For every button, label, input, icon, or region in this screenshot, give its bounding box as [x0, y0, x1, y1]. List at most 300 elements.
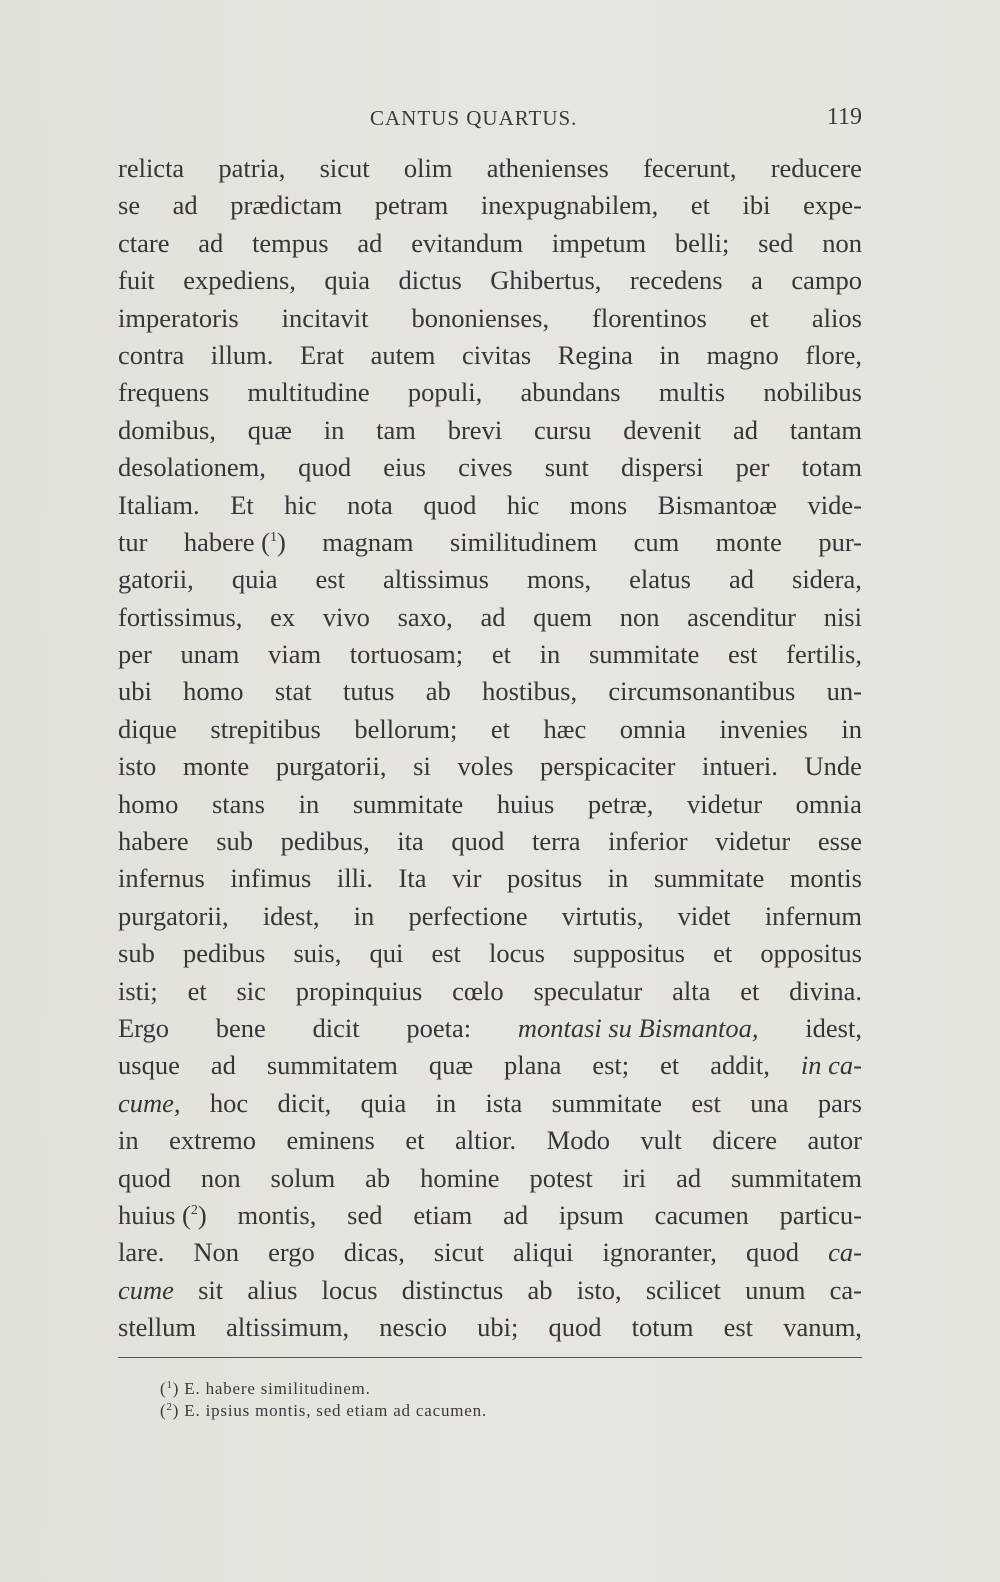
text-line — [118, 262, 862, 299]
word: monte — [715, 526, 782, 557]
running-title: CANTUS QUARTUS. — [370, 106, 578, 130]
word: idest, — [805, 1012, 862, 1043]
word: stat — [274, 676, 312, 707]
word: addit, — [710, 1050, 770, 1081]
word: quod — [298, 452, 352, 483]
text-line — [118, 711, 862, 748]
word: cacumen — [654, 1199, 749, 1230]
word: sub — [118, 938, 155, 969]
word: circumsonantibus — [608, 676, 796, 707]
word: campo — [791, 265, 862, 296]
word: mons, — [527, 564, 592, 595]
word: athenienses — [486, 153, 609, 183]
word: oppositus — [760, 938, 862, 969]
word: videtur — [715, 826, 791, 857]
word: Ergo — [118, 1012, 170, 1043]
word: tam — [376, 414, 416, 445]
word: montasi su Bismantoa, — [517, 1012, 759, 1043]
word: fortissimus, — [118, 601, 243, 632]
word: autem — [370, 339, 436, 370]
footnote — [160, 1400, 860, 1422]
text-line — [118, 449, 862, 486]
word: florentinos — [592, 302, 707, 333]
word: est — [315, 564, 345, 595]
word: eius — [383, 452, 426, 483]
word: contra — [118, 339, 185, 370]
word: sidera, — [792, 564, 862, 595]
word: bellorum; — [354, 713, 458, 744]
word: et — [491, 639, 511, 670]
word: dispersi — [621, 452, 704, 483]
word: Modo — [546, 1125, 610, 1156]
word: non — [619, 601, 660, 632]
word: fertilis, — [786, 639, 862, 670]
footnote-ref: 2 — [190, 1202, 198, 1218]
word: in — [539, 639, 561, 670]
word: divina. — [789, 975, 862, 1006]
word: multis — [658, 377, 726, 408]
word: expe- — [803, 190, 862, 221]
word: Ita — [398, 863, 427, 894]
word: ignoranter, — [602, 1237, 717, 1268]
word: sicut — [433, 1237, 484, 1268]
text-line — [118, 898, 862, 935]
word: fecerunt, — [643, 153, 737, 183]
word: quia — [324, 265, 370, 296]
word: per — [118, 639, 152, 670]
word: sunt — [544, 452, 589, 483]
word: infernum — [764, 900, 862, 931]
word: vult — [640, 1125, 682, 1156]
word: isto — [118, 751, 157, 782]
word: una — [750, 1087, 789, 1118]
word: summitatem — [266, 1050, 398, 1081]
word: isto, — [576, 1274, 622, 1305]
word: nota — [347, 489, 393, 520]
word: particu- — [779, 1199, 862, 1230]
word: inferior — [608, 826, 688, 857]
word: in — [841, 713, 862, 744]
word: locus — [489, 938, 545, 969]
word: devenit — [623, 414, 702, 445]
word: hic — [506, 489, 540, 520]
word: alios — [811, 302, 862, 333]
word: ipsum — [558, 1199, 624, 1230]
word: unum — [745, 1274, 806, 1305]
word: dique — [118, 713, 177, 744]
word: civitas — [462, 339, 532, 370]
word: quia — [231, 564, 278, 595]
word: plana — [503, 1050, 562, 1081]
word: dicit, — [277, 1087, 332, 1118]
word: cœlo — [452, 975, 504, 1006]
word: ad — [733, 414, 759, 445]
word: et — [490, 713, 511, 744]
word: stans — [211, 788, 265, 819]
word: quæ — [247, 414, 292, 445]
word: magno — [706, 339, 779, 370]
footnote-rule — [118, 1357, 862, 1358]
word: multitudine — [247, 377, 370, 408]
word: petræ, — [587, 788, 654, 819]
word: sit — [198, 1274, 224, 1305]
word: petram — [374, 190, 449, 221]
word: quæ — [428, 1050, 473, 1081]
word: sed — [758, 227, 794, 258]
word: virtutis, — [561, 900, 644, 931]
word: impetum — [551, 227, 647, 258]
word: elatus — [629, 564, 691, 595]
word: hostibus, — [482, 676, 578, 707]
text-line — [118, 1010, 862, 1047]
word: ab — [527, 1274, 553, 1305]
word: si — [413, 751, 431, 782]
word: solum — [270, 1162, 336, 1193]
word: cum — [633, 526, 680, 557]
word: ad — [728, 564, 754, 595]
word: tempus — [252, 227, 329, 258]
word: gatorii, — [118, 564, 194, 595]
word: stellum — [118, 1312, 197, 1343]
word: saxo, — [397, 601, 453, 632]
word: usque — [118, 1050, 180, 1081]
word: dicit — [312, 1012, 360, 1043]
word: ascenditur — [687, 601, 797, 632]
word: mons — [569, 489, 628, 520]
word: in — [353, 900, 375, 931]
text-line — [118, 524, 862, 561]
word: infimus — [230, 863, 312, 894]
word: per — [735, 452, 770, 483]
word: ita — [397, 826, 424, 857]
word: ab — [425, 676, 451, 707]
word: eminens — [286, 1125, 375, 1156]
word: propinquius — [295, 975, 423, 1006]
page-number: 119 — [826, 104, 862, 130]
word: summitate — [352, 788, 464, 819]
text-line — [118, 337, 862, 374]
word: vanum, — [783, 1312, 862, 1343]
word: summitate — [588, 639, 700, 670]
word: pedibus — [182, 938, 266, 969]
word: magnam — [322, 526, 414, 557]
word: in — [323, 414, 345, 445]
word: lare. — [118, 1237, 165, 1268]
footnote-text: E. habere similitudinem. — [184, 1379, 371, 1398]
word: sic — [236, 975, 266, 1006]
word: et — [690, 190, 710, 221]
word: Bismantoæ — [657, 489, 777, 520]
word: perfectione — [408, 900, 528, 931]
word: sed — [347, 1199, 383, 1230]
text-line — [118, 1272, 862, 1309]
word: a — [751, 265, 763, 296]
word: Ghibertus, — [490, 265, 602, 296]
text-line — [118, 860, 862, 897]
word: aliqui — [513, 1237, 574, 1268]
word: esse — [817, 826, 862, 857]
word: et — [405, 1125, 425, 1156]
word: hæc — [543, 713, 587, 744]
word: hoc — [209, 1087, 249, 1118]
word: bononienses, — [411, 302, 550, 333]
word: videtur — [687, 788, 763, 819]
word: domibus, — [118, 414, 216, 445]
word: ca- — [829, 1274, 862, 1305]
word: autor — [807, 1125, 862, 1156]
word: quod — [746, 1237, 799, 1268]
word: belli; — [674, 227, 730, 258]
word: ad — [676, 1162, 702, 1193]
word: voles — [457, 751, 514, 782]
word: sub — [216, 826, 254, 857]
word: ergo — [268, 1237, 315, 1268]
word: poeta: — [406, 1012, 472, 1043]
word: quod — [548, 1312, 602, 1343]
word: suis, — [293, 938, 342, 969]
word: est — [728, 639, 758, 670]
word: non — [200, 1162, 241, 1193]
word: reducere — [770, 153, 862, 183]
word: desolationem, — [118, 452, 266, 483]
word: suppositus — [573, 938, 685, 969]
word: est — [723, 1312, 754, 1343]
word: in — [298, 788, 320, 819]
word: dicas, — [343, 1237, 405, 1268]
word: distinctus — [401, 1274, 504, 1305]
word: quod — [451, 826, 505, 857]
word: Italiam. — [118, 489, 200, 520]
word: tortuosam; — [349, 639, 464, 670]
word: summitatem — [730, 1162, 862, 1193]
word: alta — [672, 975, 711, 1006]
word: tutus — [342, 676, 395, 707]
word: ad — [172, 190, 198, 221]
word: vivo — [322, 601, 370, 632]
word: ad — [503, 1199, 529, 1230]
footnote-ref: 1 — [269, 529, 277, 545]
word: summitate — [551, 1087, 663, 1118]
word: ista — [485, 1087, 523, 1118]
word: huius ($^2$) — [118, 1199, 207, 1230]
word: etiam — [413, 1199, 473, 1230]
word: quia — [360, 1087, 407, 1118]
word: quod — [118, 1162, 171, 1193]
text-line — [118, 187, 862, 224]
word: ubi — [118, 676, 152, 707]
word: in — [659, 339, 681, 370]
word: se — [118, 190, 141, 221]
word: altissimum, — [226, 1312, 350, 1343]
footnote-mark: ($^1$) — [160, 1379, 185, 1398]
word: potest — [529, 1162, 593, 1193]
word: et — [749, 302, 769, 333]
word: purgatorii, — [275, 751, 387, 782]
word: alius — [247, 1274, 298, 1305]
word: prædictam — [230, 190, 343, 221]
word: Regina — [557, 339, 633, 370]
word: totam — [801, 452, 862, 483]
word: et — [740, 975, 760, 1006]
word: dicere — [712, 1125, 777, 1156]
text-line — [118, 786, 862, 823]
word: bene — [215, 1012, 266, 1043]
word: ubi; — [477, 1312, 519, 1343]
word: similitudinem — [449, 526, 598, 557]
word: quod — [423, 489, 477, 520]
word: tur — [118, 526, 148, 557]
word: non — [822, 227, 862, 258]
word: et — [187, 975, 207, 1006]
footnote-mark: ($^2$) — [160, 1401, 185, 1420]
word: olim — [403, 153, 453, 183]
word: incitavit — [281, 302, 369, 333]
word: Non — [193, 1237, 240, 1268]
text-line — [118, 225, 862, 262]
text-line — [118, 673, 862, 710]
word: purgatorii, — [118, 900, 229, 931]
word: cursu — [534, 414, 592, 445]
body-text — [118, 150, 862, 1347]
footnote — [160, 1378, 860, 1400]
word: ctare — [118, 227, 170, 258]
word: nobilibus — [763, 377, 862, 408]
word: intueri. — [702, 751, 778, 782]
word: monte — [182, 751, 250, 782]
word: totum — [631, 1312, 694, 1343]
word: montis — [789, 863, 862, 894]
word: viam — [268, 639, 322, 670]
word: altior. — [455, 1125, 517, 1156]
word: nisi — [823, 601, 862, 632]
word: vide- — [807, 489, 862, 520]
text-line — [118, 1309, 862, 1346]
word: summitate — [653, 863, 765, 894]
word: fuit — [118, 265, 155, 296]
word: patria, — [218, 153, 286, 183]
word: frequens — [118, 377, 210, 408]
text-line — [118, 1122, 862, 1159]
word: in — [607, 863, 629, 894]
text-line — [118, 1160, 862, 1197]
text-line — [118, 150, 862, 187]
text-line — [118, 487, 862, 524]
word: vir — [452, 863, 482, 894]
word: quem — [533, 601, 593, 632]
running-head — [118, 106, 862, 136]
word: isti; — [118, 975, 158, 1006]
word: hic — [284, 489, 317, 520]
word: qui — [369, 938, 404, 969]
text-line — [118, 1197, 862, 1234]
word: Et — [230, 489, 254, 520]
word: illum. — [210, 339, 274, 370]
text-line — [118, 412, 862, 449]
word: homo — [183, 676, 244, 707]
word: scilicet — [645, 1274, 721, 1305]
word: locus — [321, 1274, 378, 1305]
word: tantam — [789, 414, 862, 445]
word: pur- — [818, 526, 862, 557]
word: evitandum — [411, 227, 524, 258]
word: omnia — [795, 788, 862, 819]
word: omnia — [619, 713, 686, 744]
word: ex — [270, 601, 296, 632]
word: relicta — [118, 153, 185, 183]
word: ad — [480, 601, 506, 632]
word: un- — [826, 676, 862, 707]
word: perspicaciter — [540, 751, 676, 782]
footnote-text: E. ipsius montis, sed etiam ad cacumen. — [184, 1401, 487, 1420]
word: pedibus, — [280, 826, 370, 857]
word: altissimus — [382, 564, 489, 595]
word: Unde — [804, 751, 862, 782]
word: Erat — [299, 339, 345, 370]
word: pars — [817, 1087, 862, 1118]
word: in ca- — [800, 1050, 862, 1081]
text-line — [118, 1234, 862, 1271]
word: homo — [118, 788, 179, 819]
word: expediens, — [183, 265, 296, 296]
word: imperatoris — [118, 302, 239, 333]
word: invenies — [719, 713, 808, 744]
text-line — [118, 561, 862, 598]
word: in — [435, 1087, 457, 1118]
text-line — [118, 748, 862, 785]
text-line — [118, 300, 862, 337]
word: cume, — [118, 1087, 181, 1118]
word: est; — [592, 1050, 630, 1081]
word: est — [431, 938, 461, 969]
word: infernus — [118, 863, 205, 894]
word: in — [118, 1125, 139, 1156]
text-line — [118, 973, 862, 1010]
text-line — [118, 599, 862, 636]
word: ibi — [742, 190, 771, 221]
word: speculatur — [533, 975, 643, 1006]
word: est — [691, 1087, 721, 1118]
text-line — [118, 374, 862, 411]
text-line — [118, 636, 862, 673]
word: terra — [531, 826, 581, 857]
word: flore, — [805, 339, 862, 370]
word: cives — [458, 452, 513, 483]
word: ca- — [828, 1237, 862, 1268]
word: sicut — [319, 153, 370, 183]
word: recedens — [629, 265, 723, 296]
word: huius — [496, 788, 555, 819]
word: unam — [180, 639, 240, 670]
word: populi, — [407, 377, 483, 408]
word: inexpugnabilem, — [480, 190, 659, 221]
word: brevi — [447, 414, 503, 445]
word: et — [660, 1050, 680, 1081]
word: ad — [198, 227, 224, 258]
word: montis, — [237, 1199, 317, 1230]
word: cume — [118, 1274, 174, 1305]
word: ad — [357, 227, 383, 258]
word: idest, — [262, 900, 320, 931]
text-line — [118, 935, 862, 972]
word: ad — [210, 1050, 236, 1081]
word: iri — [622, 1162, 647, 1193]
word: abundans — [520, 377, 621, 408]
word: extremo — [169, 1125, 256, 1156]
word: illi. — [336, 863, 373, 894]
word: strepitibus — [210, 713, 321, 744]
word: nescio — [379, 1312, 447, 1343]
word: positus — [507, 863, 583, 894]
